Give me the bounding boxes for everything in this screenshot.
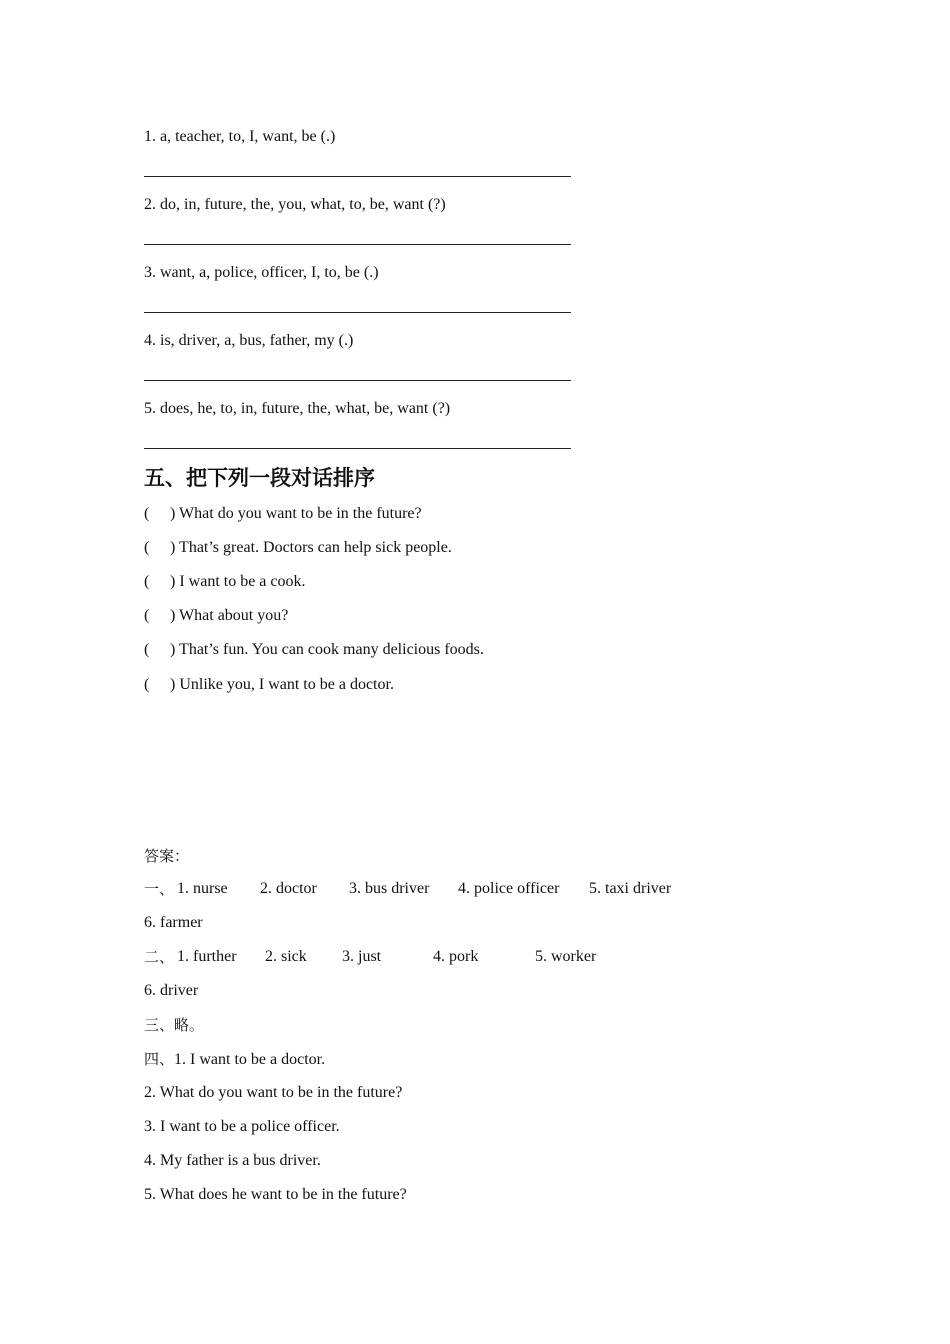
dialogue-line-1 [144, 504, 422, 524]
order-paren: ( [144, 676, 150, 693]
answers-part-4-line-5: 5. What does he want to be in the future? [144, 1186, 407, 1203]
answers-part-2-extra: 6. driver [144, 982, 199, 999]
dialogue-text: ) What about you? [170, 607, 289, 624]
section-5-heading: 五、把下列一段对话排序 [144, 466, 375, 490]
answer-item: 2. doctor [260, 880, 317, 897]
dialogue-line-4 [144, 606, 288, 626]
dialogue-line-6 [144, 675, 394, 695]
answer-item: 5. worker [535, 948, 597, 965]
question-5: 5. does, he, to, in, future, the, what, be, want (?) [144, 400, 451, 417]
answer-item: 2. sick [265, 948, 307, 965]
answer-item: 3. bus driver [349, 880, 430, 897]
answer-blank-5 [144, 448, 571, 449]
answer-blank-4 [144, 380, 571, 381]
question-1: 1. a, teacher, to, I, want, be (.) [144, 128, 336, 145]
answer-item: 3. just [342, 948, 382, 965]
answer-blank-3 [144, 312, 571, 313]
answers-title: 答案： [144, 847, 190, 865]
answer-item: 1. nurse [177, 880, 228, 897]
answers-part-4-prefix: 四、 [144, 1050, 175, 1068]
answers-part-4-line-2: 2. What do you want to be in the future? [144, 1084, 403, 1101]
answer-item: 1. I want to be a doctor. [174, 1051, 326, 1068]
dialogue-text: ) I want to be a cook. [170, 573, 306, 590]
answer-blank-2 [144, 244, 571, 245]
dialogue-text: ) Unlike you, I want to be a doctor. [170, 676, 394, 693]
question-4: 4. is, driver, a, bus, father, my (.) [144, 332, 354, 349]
order-paren: ( [144, 641, 150, 658]
dialogue-text: ) That’s great. Doctors can help sick people. [170, 539, 452, 556]
order-paren: ( [144, 539, 150, 556]
answer-item: 5. taxi driver [589, 880, 672, 897]
answers-part-4-line-3: 3. I want to be a police officer. [144, 1118, 340, 1135]
answer-item: 4. pork [433, 948, 479, 965]
order-paren: ( [144, 573, 150, 590]
answers-part-2 [144, 947, 764, 967]
answer-blank-1 [144, 176, 571, 177]
answers-part-2-prefix: 二、 [144, 948, 175, 966]
answers-part-1-extra: 6. farmer [144, 914, 203, 931]
answers-part-1 [144, 879, 764, 899]
answers-part-1-prefix: 一、 [144, 880, 175, 898]
answer-item: 4. police officer [458, 880, 560, 897]
dialogue-line-3 [144, 572, 306, 592]
question-3: 3. want, a, police, officer, I, to, be (.) [144, 264, 379, 281]
dialogue-line-2 [144, 538, 452, 558]
question-2: 2. do, in, future, the, you, what, to, be, want (?) [144, 196, 446, 213]
order-paren: ( [144, 505, 150, 522]
answer-item: 1. further [177, 948, 237, 965]
answers-part-4-line-4: 4. My father is a bus driver. [144, 1152, 321, 1169]
answers-part-3: 三、略。 [144, 1016, 205, 1034]
dialogue-text: ) What do you want to be in the future? [170, 505, 422, 522]
order-paren: ( [144, 607, 150, 624]
dialogue-text: ) That’s fun. You can cook many delicious foods. [170, 641, 484, 658]
answers-part-4-line-1 [144, 1049, 325, 1070]
dialogue-line-5 [144, 640, 484, 660]
